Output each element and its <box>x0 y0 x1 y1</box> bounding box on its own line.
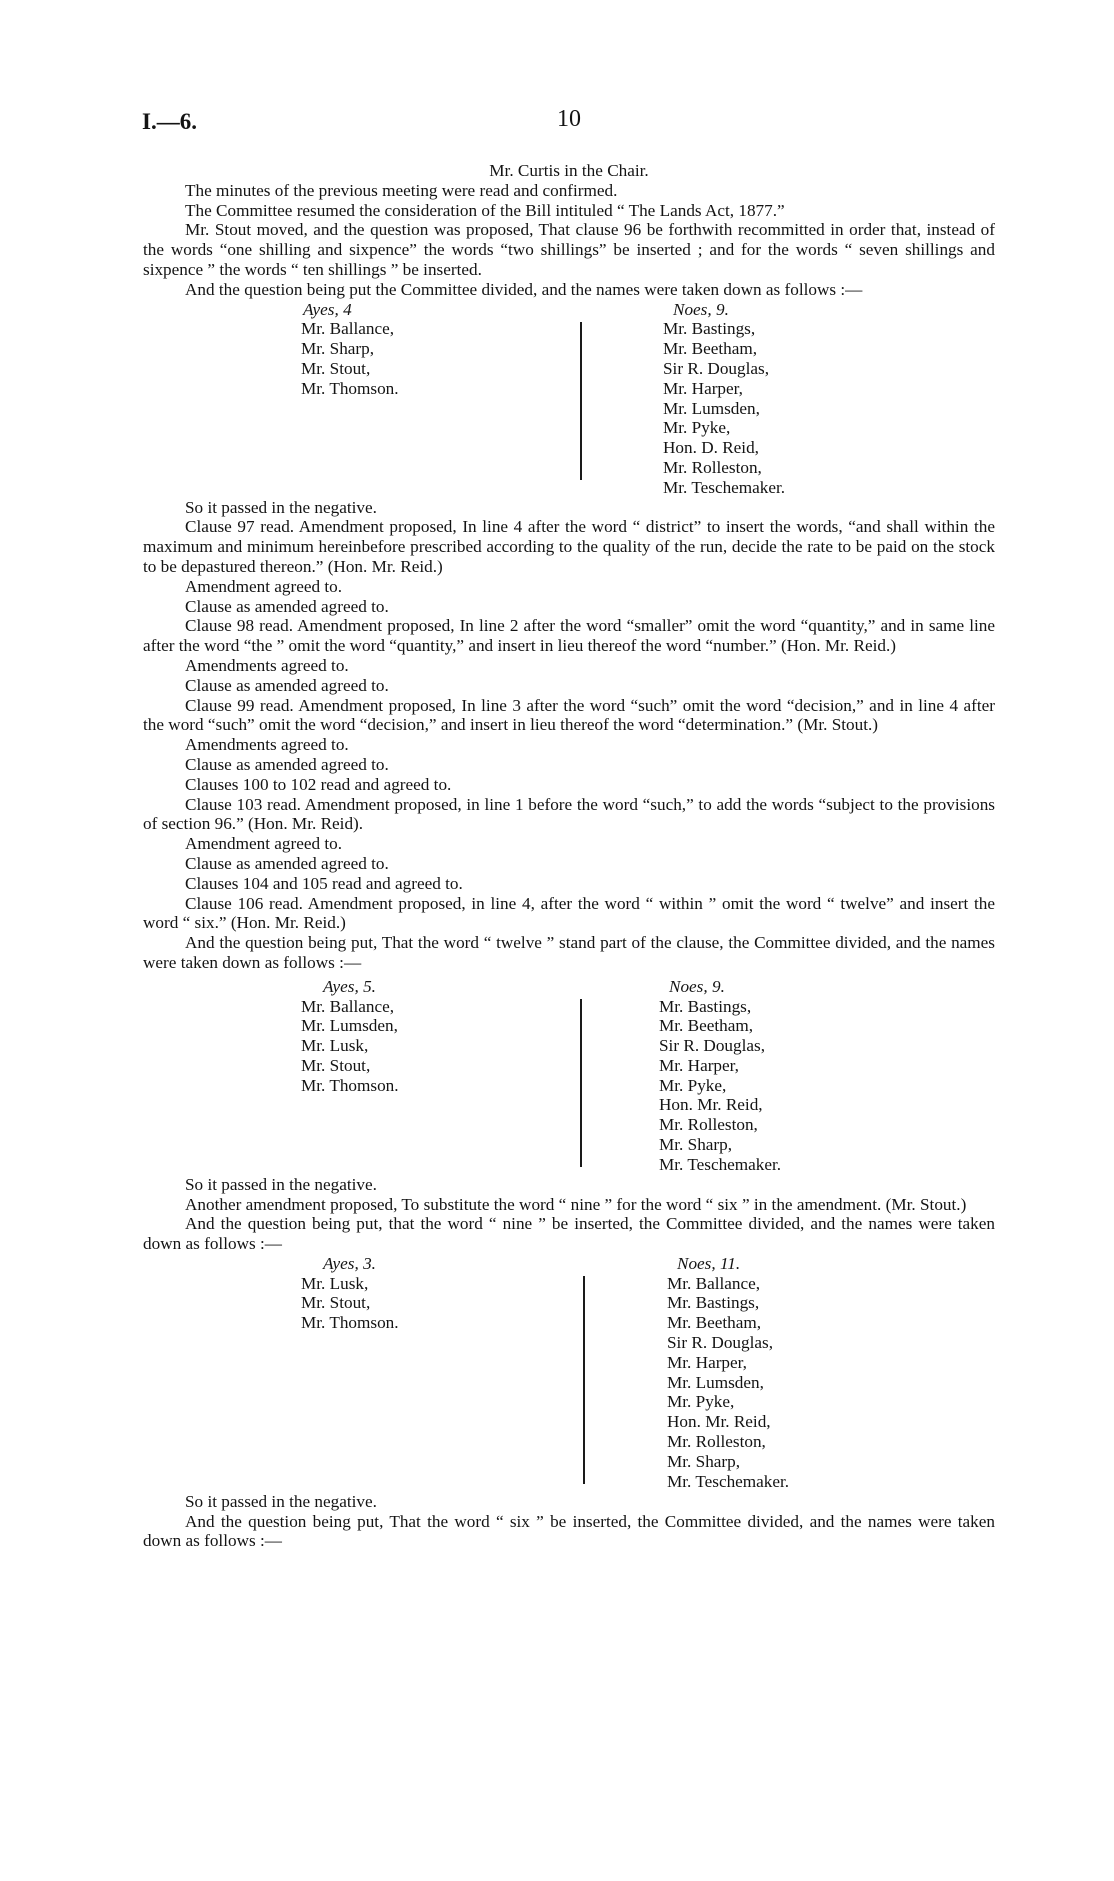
paragraph: Clauses 104 and 105 read and agreed to. <box>185 873 463 893</box>
paragraph: Clause as amended agreed to. <box>185 754 389 774</box>
member-name: Mr. Lusk, <box>301 1036 369 1056</box>
paragraph: And the question being put the Committee divided, and the names were taken down as follows :— <box>185 279 863 299</box>
paragraph: So it passed in the negative. <box>185 497 377 517</box>
ayes-column <box>301 300 399 399</box>
member-name: Mr. Sharp, <box>667 1451 741 1471</box>
paragraph: And the question being put, That the word “ six ” be inserted, the Committee divided, and the names were taken down as follows :— <box>143 1511 995 1551</box>
paragraph: The Committee resumed the consideration of the Bill intituled “ The Lands Act, 1877.” <box>185 200 785 220</box>
member-name: Mr. Thomson. <box>301 1075 399 1095</box>
noes-heading: Noes, 9. <box>669 976 725 996</box>
paragraph: Clauses 100 to 102 read and agreed to. <box>185 774 452 794</box>
member-name: Mr. Rolleston, <box>663 457 762 477</box>
member-name: Hon. Mr. Reid, <box>667 1412 771 1432</box>
member-name: Mr. Teschemaker. <box>663 477 786 497</box>
ayes-heading: Ayes, 5. <box>323 976 376 996</box>
paragraph: Clause as amended agreed to. <box>185 596 389 616</box>
member-name: Mr. Pyke, <box>663 418 731 438</box>
paragraph: So it passed in the negative. <box>185 1174 377 1194</box>
paragraph: Amendment agreed to. <box>185 576 343 596</box>
paragraph: So it passed in the negative. <box>185 1491 377 1511</box>
member-name: Hon. Mr. Reid, <box>659 1095 763 1115</box>
member-name: Mr. Lusk, <box>301 1273 369 1293</box>
member-name: Mr. Thomson. <box>301 378 399 398</box>
paragraph: Amendments agreed to. <box>185 735 349 755</box>
member-name: Mr. Ballance, <box>667 1273 761 1293</box>
paragraph: The minutes of the previous meeting were read and confirmed. <box>185 180 618 200</box>
column-divider <box>580 999 582 1167</box>
ayes-heading: Ayes, 4 <box>303 299 352 319</box>
member-name: Mr. Harper, <box>663 378 743 398</box>
paragraph: Mr. Stout moved, and the question was proposed, That clause 96 be forthwith recommitted in order that, instead of the words “one shilling and sixpence” the words “two shillings” be inserted ; and for the words “ seven shillings and sixpence ” the words “ ten shillings ” be inserted. <box>143 220 995 279</box>
member-name: Sir R. Douglas, <box>667 1333 773 1353</box>
member-name: Mr. Stout, <box>301 1293 371 1313</box>
member-name: Mr. Thomson. <box>301 1313 399 1333</box>
member-name: Mr. Beetham, <box>667 1313 762 1333</box>
member-name: Mr. Bastings, <box>667 1293 760 1313</box>
minutes-body <box>143 161 995 1551</box>
member-name: Mr. Lumsden, <box>663 398 760 418</box>
member-name: Mr. Pyke, <box>667 1392 735 1412</box>
noes-column <box>659 977 781 1175</box>
paragraph: Amendments agreed to. <box>185 655 349 675</box>
noes-heading: Noes, 9. <box>673 299 729 319</box>
member-name: Mr. Teschemaker. <box>659 1154 782 1174</box>
ayes-heading: Ayes, 3. <box>323 1253 376 1273</box>
paragraph: Clause as amended agreed to. <box>185 675 389 695</box>
chair-line: Mr. Curtis in the Chair. <box>489 161 649 180</box>
paragraph: Clause 98 read. Amendment proposed, In line 2 after the word “smaller” omit the word “quantity,” and in same line after the word “the ” omit the word “quantity,” and insert in lieu thereof the word “number.” (Hon. Mr. Reid.) <box>143 616 995 656</box>
paragraph: Another amendment proposed, To substitute the word “ nine ” for the word “ six ” in the amendment. (Mr. Stout.) <box>185 1194 967 1214</box>
noes-heading: Noes, 11. <box>677 1253 741 1273</box>
paragraph: Amendment agreed to. <box>185 834 343 854</box>
member-name: Mr. Rolleston, <box>667 1432 766 1452</box>
member-name: Mr. Lumsden, <box>667 1372 764 1392</box>
paragraph: And the question being put, That the word “ twelve ” stand part of the clause, the Committee divided, and the names were taken down as follows :— <box>143 933 995 972</box>
ayes-column <box>301 977 399 1096</box>
member-name: Hon. D. Reid, <box>663 438 759 458</box>
paragraph: Clause 99 read. Amendment proposed, In line 3 after the word “such” omit the word “decision,” and in line 4 after the word “such” omit the word “decision,” and insert in lieu thereof the word “determination.” (Mr. Stout.) <box>143 695 995 735</box>
member-name: Mr. Lumsden, <box>301 1016 398 1036</box>
column-divider <box>583 1276 585 1484</box>
noes-column <box>667 1254 789 1492</box>
division-list <box>143 977 995 1175</box>
member-name: Mr. Ballance, <box>301 319 395 339</box>
member-name: Mr. Bastings, <box>663 319 756 339</box>
member-name: Mr. Sharp, <box>301 339 375 359</box>
paragraph: And the question being put, that the word “ nine ” be inserted, the Committee divided, and the names were taken down as follows :— <box>143 1214 995 1254</box>
paragraph: Clause as amended agreed to. <box>185 853 389 873</box>
member-name: Mr. Stout, <box>301 1055 371 1075</box>
member-name: Mr. Sharp, <box>659 1135 733 1155</box>
member-name: Mr. Beetham, <box>659 1016 754 1036</box>
member-name: Mr. Beetham, <box>663 339 758 359</box>
division-list <box>143 1254 995 1492</box>
paper-reference: I.—6. <box>142 109 197 134</box>
member-name: Mr. Stout, <box>301 358 371 378</box>
noes-column <box>663 300 785 498</box>
member-name: Sir R. Douglas, <box>659 1036 765 1056</box>
paragraph: Clause 103 read. Amendment proposed, in line 1 before the word “such,” to add the words “subject to the provisions of section 96.” (Hon. Mr. Reid). <box>143 794 995 834</box>
division-list <box>143 300 995 498</box>
member-name: Mr. Teschemaker. <box>667 1471 790 1491</box>
member-name: Mr. Bastings, <box>659 996 752 1016</box>
paragraph: Clause 106 read. Amendment proposed, in line 4, after the word “ within ” omit the word “ twelve” and insert the word “ six.” (Hon. Mr. Reid.) <box>143 893 995 933</box>
column-divider <box>580 322 582 480</box>
page-number: 10 <box>557 106 581 132</box>
member-name: Sir R. Douglas, <box>663 358 769 378</box>
member-name: Mr. Ballance, <box>301 996 395 1016</box>
member-name: Mr. Rolleston, <box>659 1115 758 1135</box>
ayes-column <box>301 1254 399 1333</box>
member-name: Mr. Harper, <box>667 1352 747 1372</box>
member-name: Mr. Pyke, <box>659 1075 727 1095</box>
paragraph: Clause 97 read. Amendment proposed, In line 4 after the word “ district” to insert the words, “and shall within the maximum and minimum hereinbefore prescribed according to the quality of the run, decide the rate to be paid on the stock to be depastured thereon.” (Hon. Mr. Reid.) <box>143 517 995 576</box>
member-name: Mr. Harper, <box>659 1055 739 1075</box>
